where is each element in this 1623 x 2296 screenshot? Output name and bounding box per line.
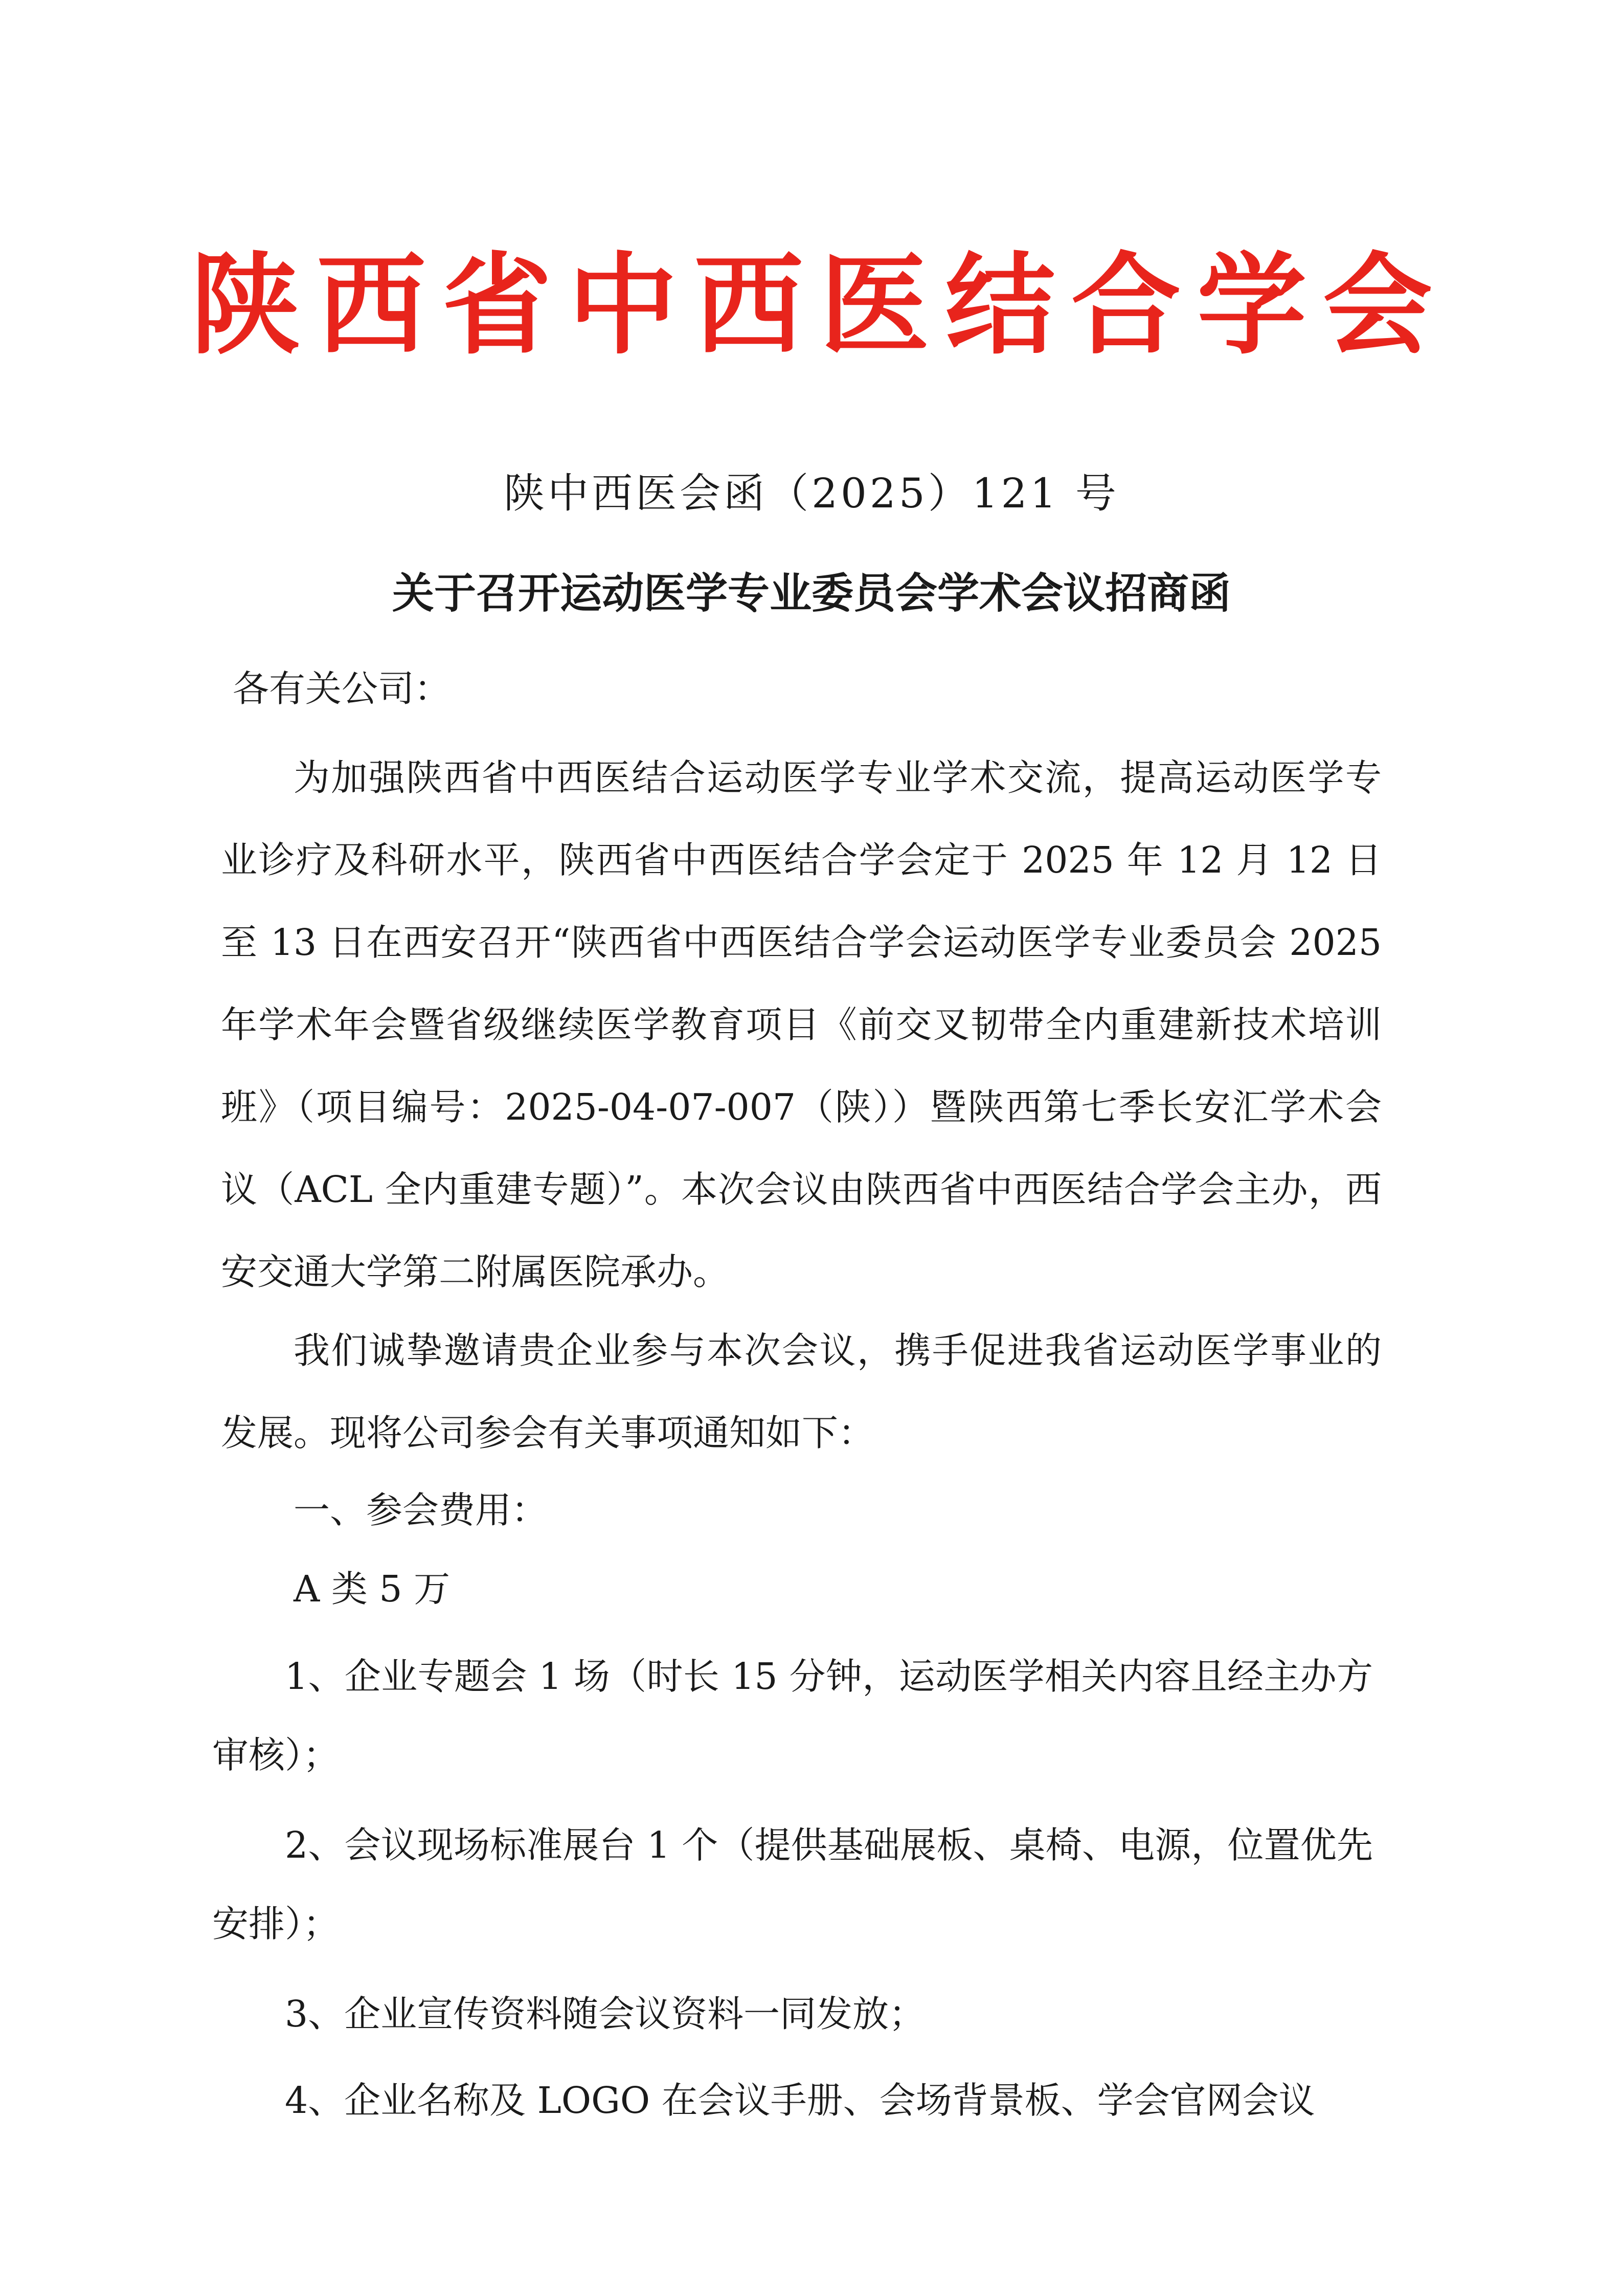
fee-item-text: 2、会议现场标准展台 1 个（提供基础展板、桌椅、电源，位置优先安排）；: [212, 1824, 1373, 1945]
fee-item-text: 1、企业专题会 1 场（时长 15 分钟，运动医学相关内容且经主办方审核）；: [212, 1655, 1373, 1776]
body-paragraph-2: [221, 1309, 1382, 1474]
organization-masthead: 陕西省中西医结合学会: [191, 241, 1449, 369]
fee-item-1: [212, 1637, 1373, 1795]
document-title: 关于召开运动医学专业委员会学术会议招商函: [392, 569, 1231, 618]
fee-item-2: [212, 1806, 1373, 1964]
document-number: 陕中西医会函（2025）121 号: [504, 470, 1119, 517]
section-heading-fees: 一、参会费用：: [294, 1489, 548, 1531]
tier-label: A 类 5 万: [294, 1568, 450, 1610]
salutation: 各有关公司：: [233, 667, 451, 710]
paragraph-text: 为加强陕西省中西医结合运动医学专业学术交流，提高运动医学专业诊疗及科研水平，陕西省中西医结合学会定于 2025 年 12 月 12 日至 13 日在西安召开“陕西省中西医结合学会运动医学专业委员会 2025 年学术年会暨省级继续医学教育项目《前交叉韧带全内重建新技术培训班》（项目编号：2025-04-07-007（陕））暨陕西第七季长安汇学术会议（ACL 全内重建专题）”。本次会议由陕西省中西医结合学会主办，西安交通大学第二附属医院承办。: [221, 756, 1382, 1293]
fee-item-4: [212, 2061, 1373, 2140]
fee-item-text: 4、企业名称及 LOGO 在会议手册、会场背景板、学会官网会议: [285, 2079, 1315, 2122]
body-paragraph-1: [221, 737, 1382, 1313]
fee-item-3: [212, 1975, 1373, 2054]
paragraph-text: 我们诚挚邀请贵企业参与本次会议，携手促进我省运动医学事业的发展。现将公司参会有关事项通知如下：: [221, 1329, 1382, 1454]
fee-item-text: 3、企业宣传资料随会议资料一同发放；: [285, 1993, 926, 2035]
